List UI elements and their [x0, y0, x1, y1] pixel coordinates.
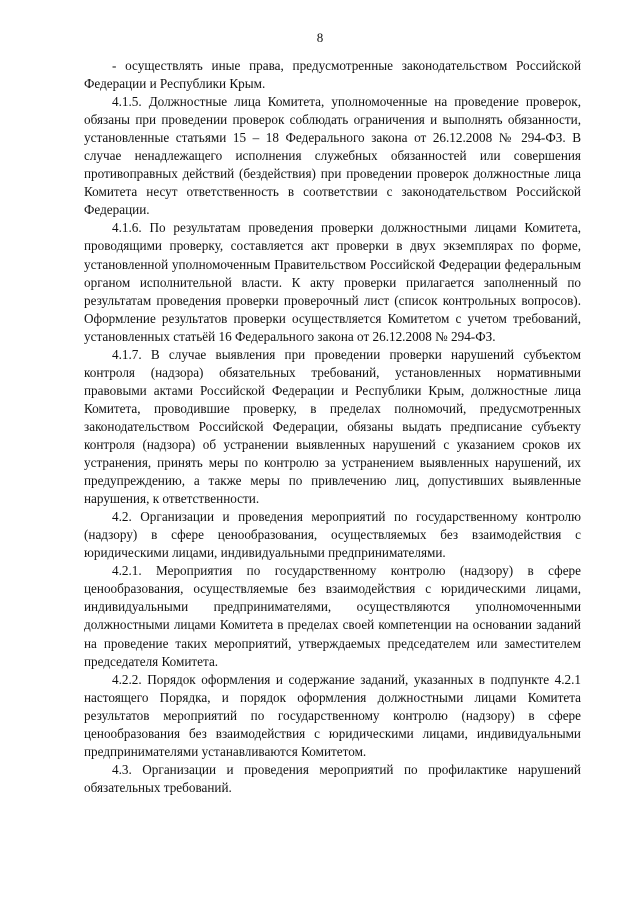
paragraph-4-2-1: 4.2.1. Мероприятия по государственному контролю (надзору) в сфере ценообразования, осуществляемые без взаимодействия с юридическими лицами, индивидуальными предпринимателями, осуществляются уполномоченными должностными лицами Комитета в пределах своей компетенции на основании заданий на проведение таких мероприятий, утверждаемых председателем или заместителем председателя Комитета.: [84, 563, 581, 669]
document-body: [84, 57, 581, 797]
paragraph-4-2: 4.2. Организации и проведения мероприятий по государственному контролю (надзору) в сфере ценообразования, осуществляемых без взаимодействия с юридическими лицами, индивидуальными предпринимателями.: [84, 509, 581, 561]
paragraph-4-1-5: 4.1.5. Должностные лица Комитета, уполномоченные на проведение проверок, обязаны при проведении проверок соблюдать ограничения и выполнять обязанности, установленные статьями 15 – 18 Федерального закона от 26.12.2008 № 294-ФЗ. В случае ненадлежащего исполнения служебных обязанностей или совершения противоправных действий (бездействия) при проведении проверок должностные лица Комитета несут ответственность в соответствии с законодательством Российской Федерации.: [84, 94, 581, 218]
paragraph-4-1-7: 4.1.7. В случае выявления при проведении проверки нарушений субъектом контроля (надзора) обязательных требований, установленных нормативными правовыми актами Российской Федерации и Республики Крым, должностные лица Комитета, проводившие проверку, в пределах полномочий, предусмотренных законодательством Российской Федерации, обязаны выдать предписание субъекту контроля (надзора) об устранении выявленных нарушений с указанием сроков их устранения, принять меры по контролю за устранением выявленных нарушений, их предупреждению, а также меры по привлечению лиц, допустивших выявленные нарушения, к ответственности.: [84, 346, 581, 507]
page-number: 8: [316, 30, 324, 45]
paragraph-4-2-2: 4.2.2. Порядок оформления и содержание заданий, указанных в подпункте 4.2.1 настоящего Порядка, и порядок оформления должностными лицами Комитета результатов мероприятий по государственному контролю (надзору) в сфере ценообразования без взаимодействия с юридическими лицами, индивидуальными предпринимателями устанавливаются Комитетом.: [84, 671, 581, 759]
paragraph-4-3: 4.3. Организации и проведения мероприятий по профилактике нарушений обязательных требований.: [84, 761, 581, 795]
paragraph-4-1-6: 4.1.6. По результатам проведения проверки должностными лицами Комитета, проводящими проверку, составляется акт проверки в двух экземплярах по форме, установленной уполномоченным Правительством Российской Федерации федеральным органом исполнительной власти. К акту проверки прилагается заполненный по результатам проведения проверки проверочный лист (список контрольных вопросов). Оформление результатов проверки осуществляется Комитетом с учетом требований, установленных статьёй 16 Федерального закона от 26.12.2008 № 294-ФЗ.: [84, 220, 581, 344]
paragraph-rights: - осуществлять иные права, предусмотренные законодательством Российской Федерации и Республики Крым.: [84, 58, 581, 92]
